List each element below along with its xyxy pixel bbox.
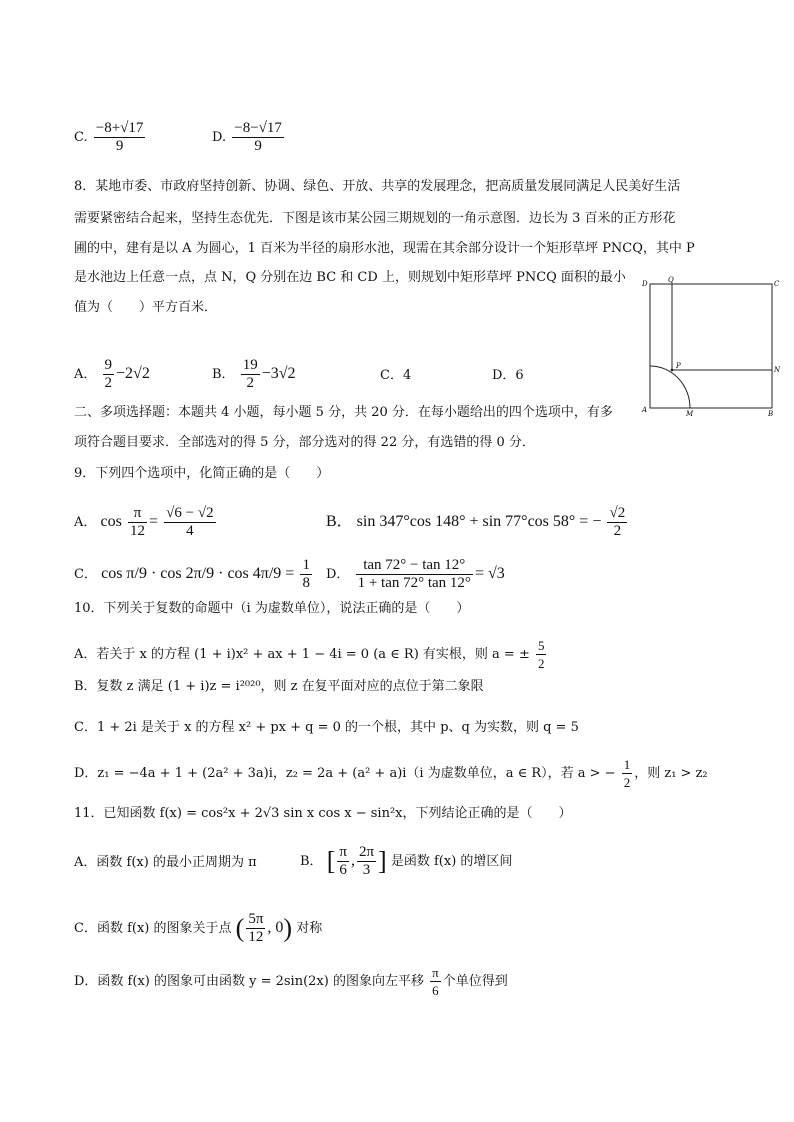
fraction	[232, 120, 284, 155]
option-text: A．若关于 x 的方程 (1 + i)x² + ax + 1 − 4i = 0 (a ∈ R) 有实根，则 a = ±	[74, 647, 530, 662]
numerator: 1	[623, 757, 631, 772]
option-tail: −3√2	[261, 365, 296, 382]
fraction	[536, 637, 547, 672]
option-label: A．	[74, 367, 97, 382]
option-tail: −2√2	[116, 365, 150, 382]
numerator: tan 72° − tan 12°	[356, 557, 473, 575]
cos-text: cos	[100, 513, 122, 530]
q9-option-a	[74, 505, 218, 540]
numerator: 2π	[358, 844, 375, 860]
q8-line2: 需要紧密结合起来，坚持生态优先．下图是该市某公园三期规划的一角示意图．边长为 3 百米的正方形花	[74, 211, 676, 226]
q8-option-b	[212, 357, 296, 392]
q11-option-b: B． [ $\frac{\pi}{6}$ , $\frac{2\pi}{3}$ ] 是函数 f(x) 的增区间	[300, 844, 513, 878]
q11-option-a: A．函数 f(x) 的最小正周期为 π	[74, 855, 257, 870]
q11-option-c: C．函数 f(x) 的图象关于点 ( $\frac{5\pi}{12}$ , 0) 对称	[74, 911, 323, 945]
q9-option-b	[326, 505, 629, 540]
option-tail: = √3	[474, 565, 505, 582]
option-text: B． sin 347°cos 148° + sin 77°cos 58° = −	[326, 513, 602, 530]
option-text: D．z₁ = −4a + 1 + (2a² + 3a)i，z₂ = 2a + (a² + a)i（i 为虚数单位，a ∈ R），若 a > −	[74, 766, 616, 781]
numerator: π	[339, 844, 347, 860]
option-label: B．	[300, 854, 323, 869]
equals-sign: =	[149, 513, 159, 530]
q9-stem: 9．下列四个选项中，化简正确的是（ ）	[74, 466, 330, 481]
denominator: 12	[130, 523, 145, 539]
option-text: cos π/9 · cos 2π/9 · cos 4π/9 =	[101, 565, 295, 582]
q8-line3: 圃的中，建有是以 A 为圆心，1 百米为半径的扇形水池，现需在其余部分设计一个矩形草坪 PNCQ，其中 P	[74, 241, 695, 256]
label-n: N	[774, 366, 781, 374]
denominator: 2	[537, 656, 545, 671]
fraction	[103, 357, 115, 392]
denominator: 2	[246, 375, 254, 391]
fraction	[430, 964, 441, 999]
denominator: 3	[362, 862, 371, 878]
option-tail: 是函数 f(x) 的增区间	[390, 854, 513, 869]
q8-line5: 值为（ ）平方百米．	[74, 300, 218, 315]
fraction	[622, 756, 633, 791]
denominator: 12	[248, 929, 264, 945]
option-label: A．	[74, 515, 97, 530]
denominator: 1 + tan 72° tan 12°	[357, 575, 471, 591]
option-tail: ，则 z₁ > z₂	[634, 766, 708, 781]
denominator: 2	[104, 375, 113, 391]
denominator: 9	[254, 138, 262, 154]
q8-line4: 是水池边上任意一点，点 N，Q 分别在边 BC 和 CD 上，则规划中矩形草坪 PNCQ 面积的最小	[74, 270, 626, 285]
option-tail: 个单位得到	[442, 974, 508, 989]
label-q: Q	[668, 276, 674, 284]
q8-option-c: C．4	[380, 368, 412, 383]
numerator: 19	[242, 357, 258, 373]
numerator: 5π	[248, 911, 264, 927]
square-outline	[650, 284, 772, 408]
label-a: A	[642, 406, 648, 414]
numerator: √6 − √2	[166, 505, 214, 521]
denominator: 6	[339, 862, 347, 878]
denominator: 2	[623, 775, 631, 790]
q8-option-d: D．6	[492, 368, 524, 383]
option-label: D.	[212, 130, 227, 145]
fraction	[94, 120, 146, 155]
label-b: B	[768, 410, 774, 418]
label-m: M	[686, 410, 694, 418]
option-text: C．函数 f(x) 的图象关于点	[74, 921, 232, 936]
denominator: 4	[186, 523, 194, 539]
q10-option-d	[74, 756, 708, 791]
numerator: π	[128, 505, 147, 523]
section2-line1: 二、多项选择题：本题共 4 小题，每小题 5 分，共 20 分．在每小题给出的四个选项中，有多	[74, 405, 613, 420]
q9-option-d	[326, 557, 505, 592]
fraction	[607, 505, 627, 540]
numerator: −8+√17	[95, 120, 144, 136]
option-label: C．	[74, 567, 97, 582]
denominator: 6	[432, 983, 439, 998]
option-text: D．函数 f(x) 的图象可由函数 y = 2sin(2x) 的图象向左平移	[74, 974, 424, 989]
q9-option-c	[74, 557, 314, 592]
fraction	[357, 844, 376, 879]
numerator: 1	[302, 557, 310, 573]
fraction	[128, 505, 147, 540]
q7-option-d	[212, 120, 286, 155]
option-tail: 对称	[296, 921, 323, 936]
denominator: 9	[115, 138, 124, 154]
q8-option-a	[74, 357, 150, 392]
label-p: P	[676, 362, 681, 370]
option-label: C.	[74, 130, 88, 145]
fraction	[356, 557, 473, 592]
option-label: D．	[326, 567, 350, 582]
numerator: 9	[104, 357, 113, 373]
q10-option-b: B．复数 z 满足 (1 + i)z = i²⁰²⁰，则 z 在复平面对应的点位于第二象限	[74, 679, 484, 694]
section2-line2: 项符合题目要求．全部选对的得 5 分，部分选对的得 22 分，有选错的得 0 分．	[74, 435, 535, 450]
point-p	[671, 369, 674, 372]
numerator: −8−√17	[234, 120, 282, 136]
q11-option-d	[74, 964, 508, 999]
option-label: B．	[212, 367, 235, 382]
sector-arc	[650, 366, 690, 408]
fraction	[337, 844, 349, 879]
numerator: π	[432, 965, 439, 980]
q10-option-a	[74, 637, 548, 672]
fraction	[241, 357, 260, 392]
fraction	[246, 911, 265, 946]
label-d: D	[642, 280, 648, 288]
denominator: 8	[302, 575, 310, 591]
fraction	[300, 557, 312, 592]
park-plan-diagram	[636, 272, 786, 420]
numerator: 5	[537, 638, 545, 653]
numerator: √2	[609, 505, 626, 521]
q7-option-c	[74, 120, 147, 155]
label-c: C	[774, 280, 780, 288]
q8-line1: 8．某地市委、市政府坚持创新、协调、绿色、开放、共享的发展理念，把高质量发展同满足人民美好生活	[74, 179, 681, 194]
q10-option-c: C．1 + 2i 是关于 x 的方程 x² + px + q = 0 的一个根，其中 p、q 为实数，则 q = 5	[74, 720, 579, 735]
q10-stem: 10．下列关于复数的命题中（i 为虚数单位），说法正确的是（ ）	[74, 601, 470, 616]
fraction	[164, 505, 215, 540]
denominator: 2	[613, 523, 622, 539]
q11-stem: 11．已知函数 f(x) = cos²x + 2√3 sin x cos x − sin²x，下列结论正确的是（ ）	[74, 806, 572, 821]
